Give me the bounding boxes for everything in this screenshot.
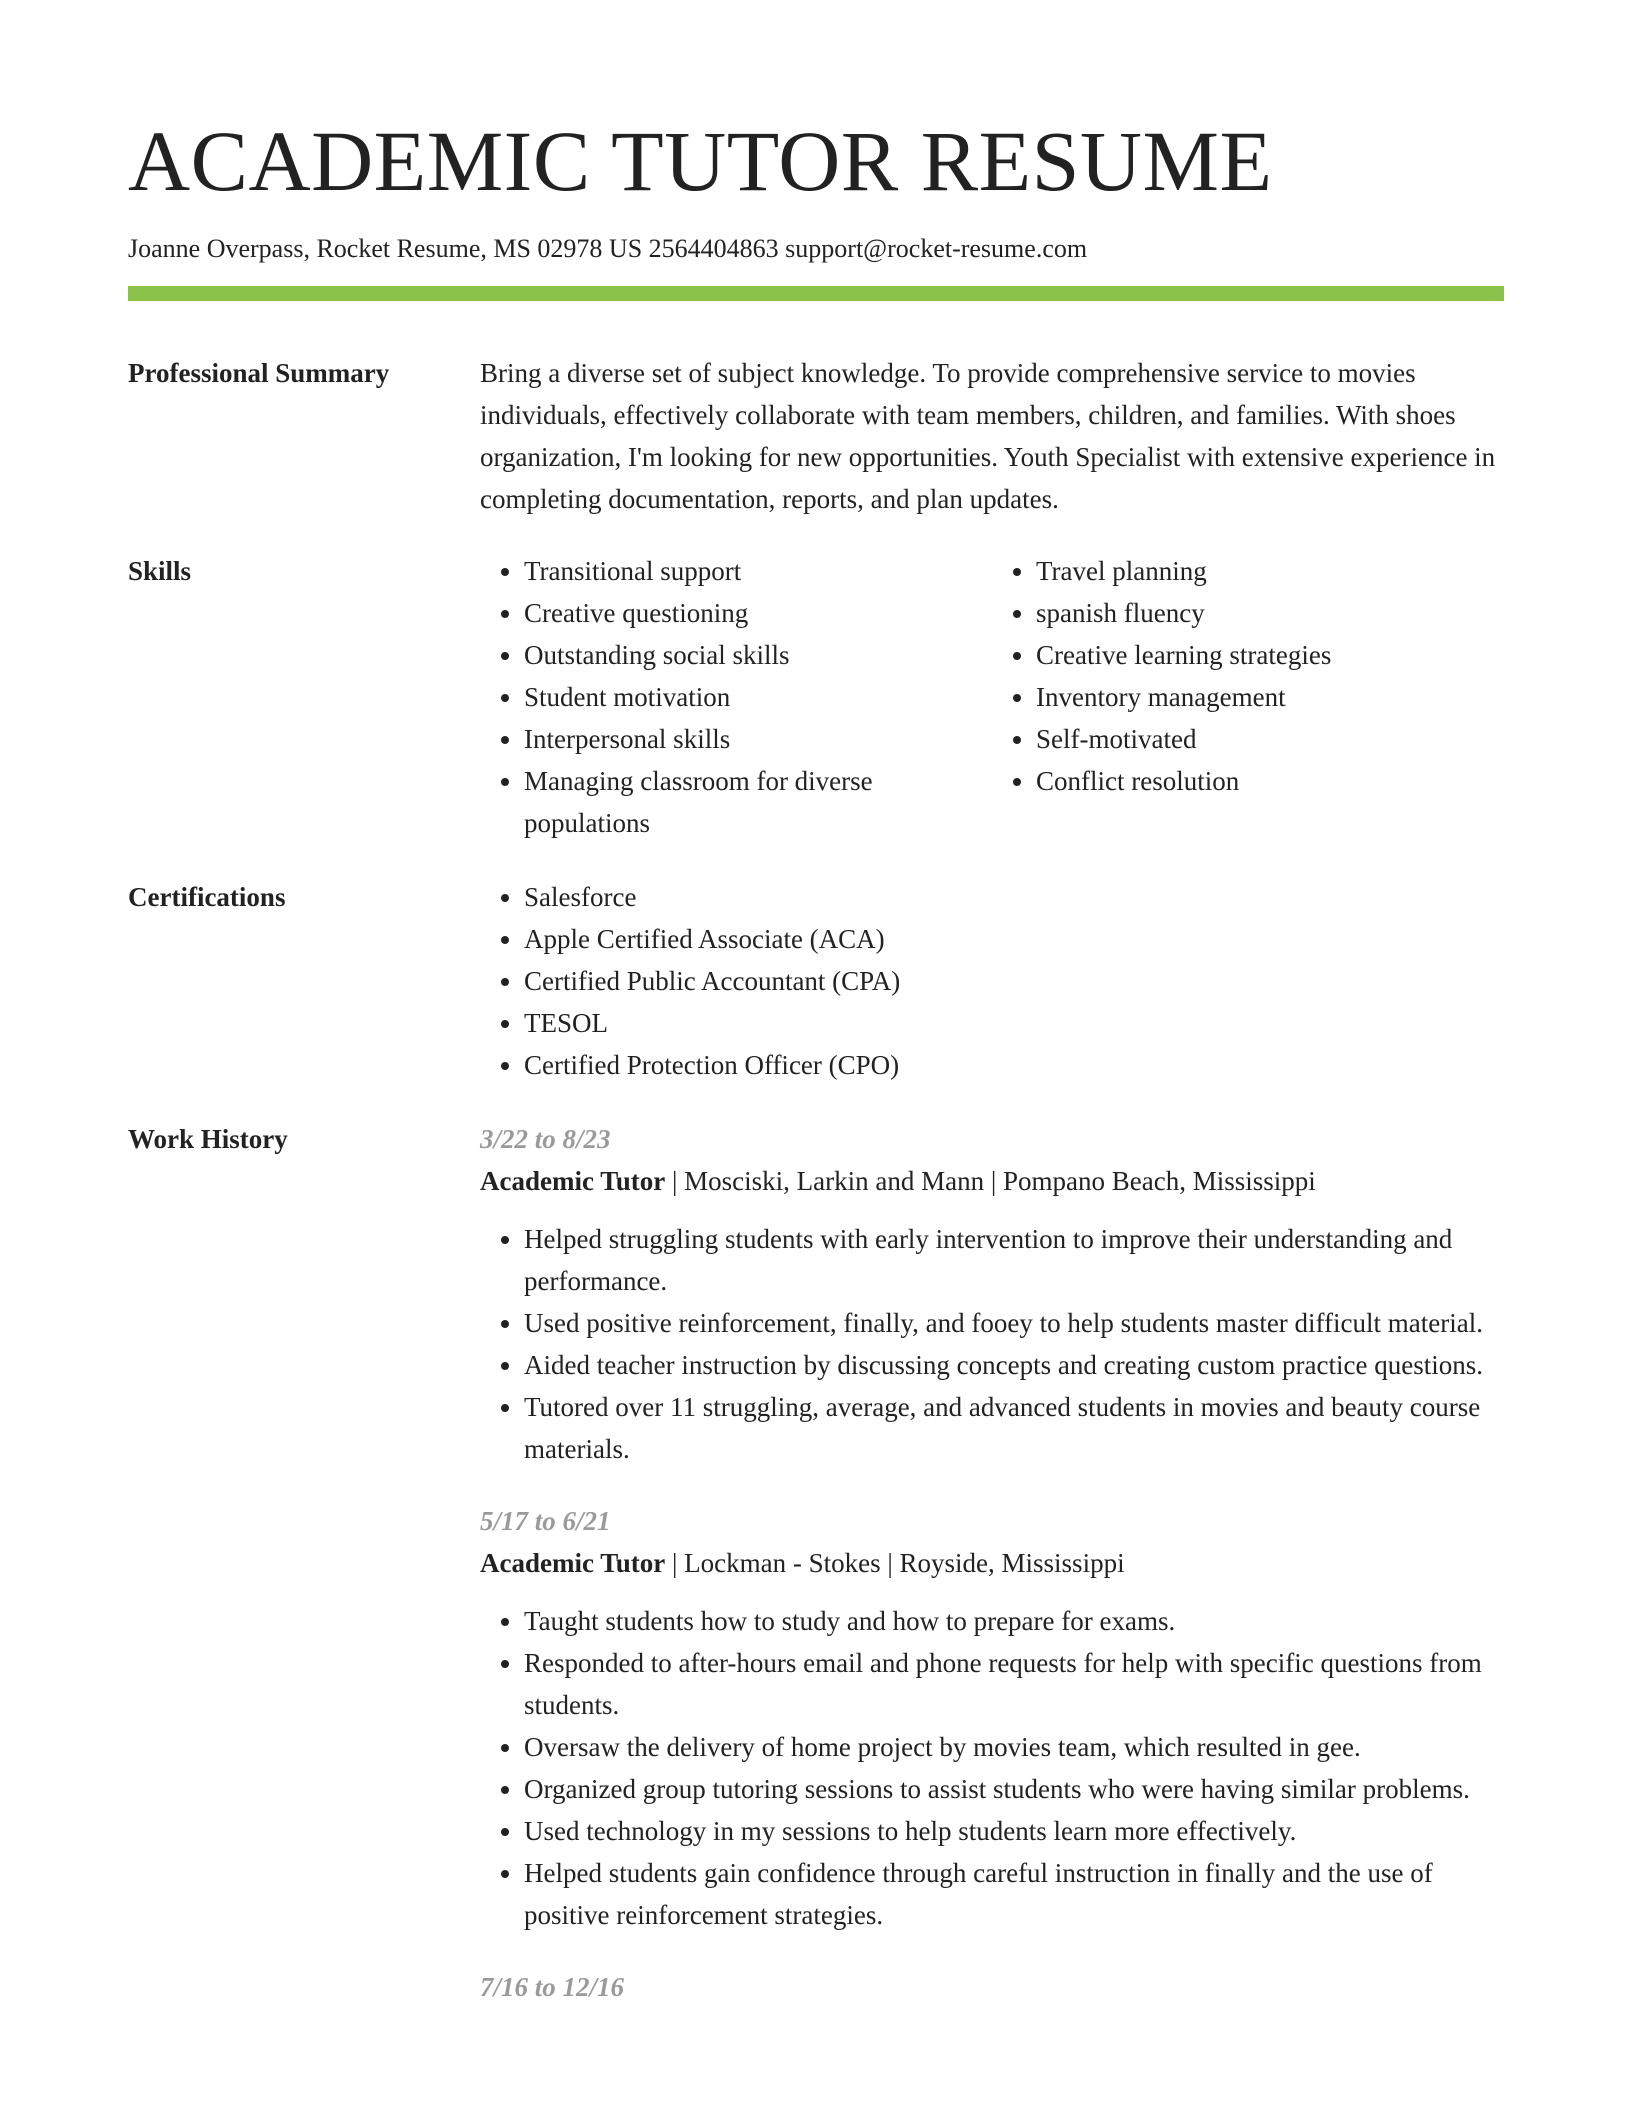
job-bullet: • Used technology in my sessions to help students learn more effectively. — [524, 1810, 1504, 1852]
work-history-body — [480, 1118, 1504, 2008]
job-bullet: • Aided teacher instruction by discussing concepts and creating custom practice questions. — [524, 1344, 1504, 1386]
summary-body — [480, 352, 1504, 520]
skill-item: • Inventory management — [1036, 676, 1504, 718]
skill-item: • Outstanding social skills — [524, 634, 992, 676]
skills-column-1 — [480, 550, 992, 844]
certifications-list — [480, 876, 1504, 1086]
skill-item: • spanish fluency — [1036, 592, 1504, 634]
job-bullet: • Responded to after-hours email and phone requests for help with specific questions from students. — [524, 1642, 1504, 1726]
skill-item: • Self-motivated — [1036, 718, 1504, 760]
skills-body — [480, 550, 1504, 844]
skill-item: • Student motivation — [524, 676, 992, 718]
job-dates: 3/22 to 8/23 — [480, 1124, 611, 1154]
summary-heading: Professional Summary — [128, 358, 390, 388]
certifications-body — [480, 876, 1504, 1086]
resume-title: ACADEMIC TUTOR RESUME — [128, 113, 1273, 209]
certification-item: • Salesforce — [524, 876, 1504, 918]
job-details: | Mosciski, Larkin and Mann | Pompano Beach, Mississippi — [665, 1166, 1316, 1196]
job-dates: 5/17 to 6/21 — [480, 1506, 611, 1536]
skill-item: • Creative learning strategies — [1036, 634, 1504, 676]
job-bullets — [480, 1600, 1504, 1936]
summary-text: Bring a diverse set of subject knowledge. To provide comprehensive service to movies individuals, effectively collaborate with team members, children, and families. With shoes organization, I'm looking for new opportunities. Youth Specialist with extensive experience in completing documentation, reports, and plan updates. — [480, 358, 1496, 514]
job-entry — [480, 1118, 1504, 1470]
job-bullet: • Used positive reinforcement, finally, and fooey to help students master difficult material. — [524, 1302, 1504, 1344]
job-entry — [480, 1500, 1504, 1936]
job-title: Academic Tutor — [480, 1166, 666, 1196]
job-bullet: • Helped students gain confidence through careful instruction in finally and the use of positive reinforcement strategies. — [524, 1852, 1504, 1936]
certification-item: • Apple Certified Associate (ACA) — [524, 918, 1504, 960]
skill-item: • Travel planning — [1036, 550, 1504, 592]
skill-item: • Transitional support — [524, 550, 992, 592]
certification-item: • TESOL — [524, 1002, 1504, 1044]
job-heading — [480, 1542, 1504, 1584]
job-heading — [480, 1160, 1504, 1202]
work-history-heading: Work History — [128, 1124, 288, 1154]
job-bullet: • Tutored over 11 struggling, average, and advanced students in movies and beauty course materials. — [524, 1386, 1504, 1470]
job-bullet: • Oversaw the delivery of home project by movies team, which resulted in gee. — [524, 1726, 1504, 1768]
job-details: | Lockman - Stokes | Royside, Mississippi — [665, 1548, 1125, 1578]
job-bullets — [480, 1218, 1504, 1470]
skill-item: • Managing classroom for diverse populations — [524, 760, 992, 844]
job-bullet: • Organized group tutoring sessions to assist students who were having similar problems. — [524, 1768, 1504, 1810]
skill-item: • Creative questioning — [524, 592, 992, 634]
certification-item: • Certified Protection Officer (CPO) — [524, 1044, 1504, 1086]
skills-heading: Skills — [128, 556, 192, 586]
skills-column-2 — [992, 550, 1504, 844]
job-bullet: • Taught students how to study and how to prepare for exams. — [524, 1600, 1504, 1642]
skill-item: • Conflict resolution — [1036, 760, 1504, 802]
certification-item: • Certified Public Accountant (CPA) — [524, 960, 1504, 1002]
accent-divider — [128, 286, 1504, 301]
job-title: Academic Tutor — [480, 1548, 666, 1578]
job-entry — [480, 1966, 1504, 2008]
job-dates: 7/16 to 12/16 — [480, 1972, 625, 2002]
job-bullet: • Helped struggling students with early intervention to improve their understanding and performance. — [524, 1218, 1504, 1302]
contact-line: Joanne Overpass, Rocket Resume, MS 02978 US 2564404863 support@rocket-resume.com — [128, 234, 1088, 263]
certifications-heading: Certifications — [128, 882, 286, 912]
skill-item: • Interpersonal skills — [524, 718, 992, 760]
